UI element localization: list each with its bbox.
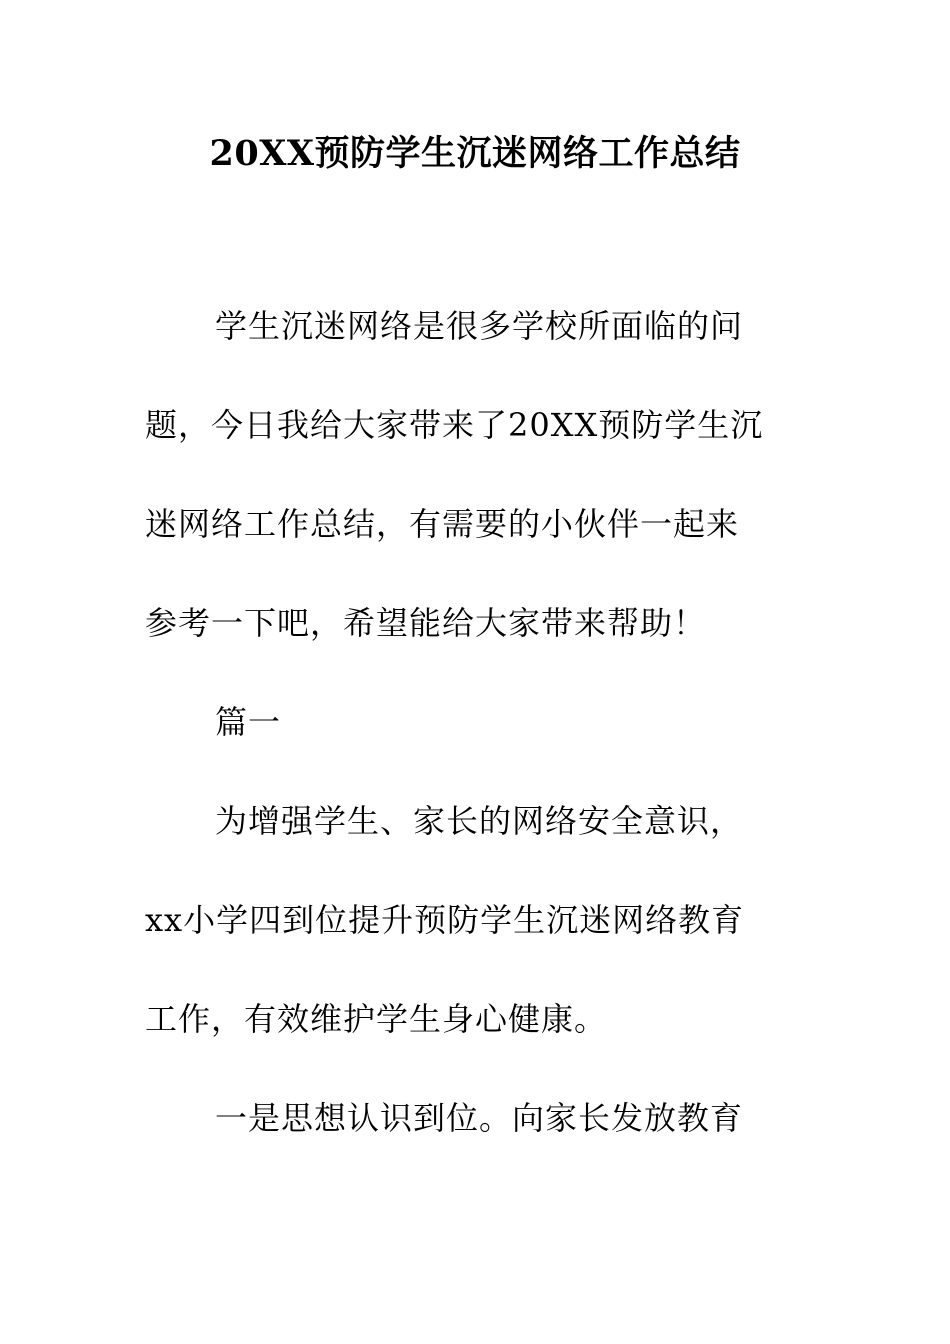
paragraph-line-8: 一是思想认识到位。向家长发放教育: [215, 1099, 744, 1137]
paragraph-line-5: 为增强学生、家长的网络安全意识，: [215, 802, 744, 840]
paragraph-line-7: 工作，有效维护学生身心健康。: [145, 1000, 608, 1038]
paragraph-line-1: 学生沉迷网络是很多学校所面临的问: [215, 307, 744, 345]
paragraph-line-3: 迷网络工作总结，有需要的小伙伴一起来: [145, 505, 740, 543]
paragraph-line-6: xx小学四到位提升预防学生沉迷网络教育: [145, 901, 745, 939]
paragraph-line-4: 参考一下吧，希望能给大家带来帮助！: [145, 604, 707, 642]
paragraph-line-2: 题，今日我给大家带来了20XX预防学生沉: [145, 406, 764, 444]
document-title: 20XX预防学生沉迷网络工作总结: [209, 133, 741, 174]
section-heading: 篇一: [215, 703, 282, 741]
